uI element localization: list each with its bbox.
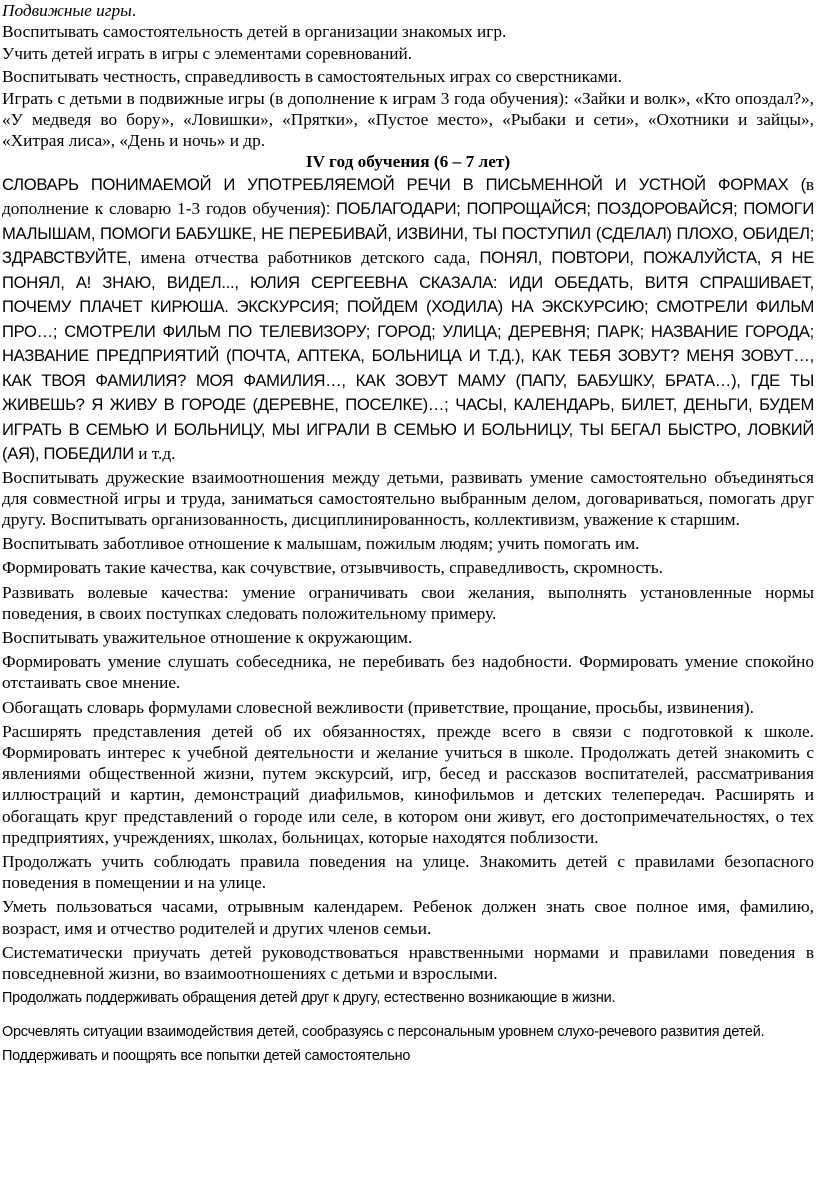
paragraph: Расширять представления детей об их обязанностях, прежде всего в связи с подготовкой к школе. Формировать интерес к учебной деятельности и желание учиться в школе. Продолжать детей знакомить с явлениями общественной жизни, путем экскурсий, игр, бесед и рассказов воспитателей, рассматривания иллюстраций и картин, демонстраций диафильмов, кинофильмов и детских телепередач. Расширять и обогащать круг представлений о городе или селе, в котором они живут, его достопримечательностях, о тех предприятиях, учреждениях, школах, больницах, которые находятся поблизости. (2, 721, 814, 847)
vocab-text: , ПОНЯЛ, ПОВТОРИ, ПОЖАЛУЙСТА, Я НЕ ПОНЯЛ, А! ЗНАЮ, ВИДЕЛ..., ЮЛИЯ СЕРГЕЕВНА СКАЗАЛА: ИДИ ОБЕДАТЬ, ВИТЯ СПРАШИВАЕТ, ПОЧЕМУ ПЛАЧЕТ КИРЮША. ЭКСКУРСИЯ; ПОЙДЕМ (ХОДИЛА) НА ЭКСКУРСИЮ; СМОТРЕЛИ ФИЛЬМ ПРО…; СМОТРЕЛИ ФИЛЬМ ПО ТЕЛЕВИЗОРУ; ГОРОД; УЛИЦА; ДЕРЕВНЯ; ПАРК; НАЗВАНИЕ ГОРОДА; НАЗВАНИЕ ПРЕДПРИЯТИЙ (ПОЧТА, АПТЕКА, БОЛЬНИЦА И Т.Д.), КАК ТЕБЯ ЗОВУТ? МЕНЯ ЗОВУТ…, КАК ТВОЯ ФАМИЛИЯ? МОЯ ФАМИЛИЯ…, КАК ЗОВУТ МАМУ (ПАПУ, БАБУШКУ, БРАТА…), ГДЕ ТЫ ЖИВЕШЬ? Я ЖИВУ В ГОРОДЕ (ДЕРЕВНЕ, ПОСЕЛКЕ)…; ЧАСЫ, КАЛЕНДАРЬ, БИЛЕТ, ДЕНЬГИ, БУДЕМ ИГРАТЬ В СЕМЬЮ И БОЛЬНИЦУ, МЫ ИГРАЛИ В СЕМЬЮ И БОЛЬНИЦУ, ТЫ БЕГАЛ БЫСТРО, ЛОВКИЙ (АЯ), ПОБЕДИЛИ (2, 248, 814, 464)
vocab-note: имена отчества работников детского сада (140, 248, 466, 268)
vocab-text: СЛОВАРЬ ПОНИМАЕМОЙ И УПОТРЕБЛЯЕМОЙ РЕЧИ В ПИСЬМЕННОЙ И УСТНОЙ ФОРМАХ ( (2, 174, 806, 194)
vocab-note: и т.д. (138, 444, 176, 464)
vocabulary-paragraph (2, 173, 814, 467)
paragraph: Орсчевлять ситуации взаимодействия детей, сообразуясь с персональным уровнем слухо-речевого развития детей. Поддерживать и поощрять все попытки детей самостоятельно (2, 1024, 765, 1065)
paragraph: Развивать волевые качества: умение ограничивать свои желания, выполнять установленные нормы поведения, в своих поступках следовать положительному примеру. (2, 582, 814, 623)
paragraph: Продолжать учить соблюдать правила поведения на улице. Знакомить детей с правилами безопасного поведения в помещении и на улице. (2, 852, 814, 893)
paragraph: Продолжать поддерживать обращения детей друг к другу, естественно возникающие в жизни. (2, 990, 616, 1007)
year-heading: IV год обучения (6 – 7 лет) (305, 152, 511, 172)
paragraph: Воспитывать заботливое отношение к малышам, пожилым людям; учить помогать им. (2, 534, 640, 554)
paragraph: Формировать умение слушать собеседника, не перебивать без надобности. Формировать умение спокойно отстаивать свое мнение. (2, 652, 814, 693)
vocab-note: в дополнение к словарю 1-3 годов обучения (2, 174, 814, 219)
paragraph: Воспитывать честность, справедливость в самостоятельных играх со сверстниками. (2, 66, 622, 86)
paragraph: Воспитывать самостоятельность детей в организации знакомых игр. (2, 22, 507, 42)
section-title-text: Подвижные игры (2, 1, 132, 20)
section-title-dot: . (131, 1, 137, 20)
vocab-text: ): ПОБЛАГОДАРИ; ПОПРОЩАЙСЯ; ПОЗДОРОВАЙСЯ; ПОМОГИ МАЛЫШАМ, ПОМОГИ БАБУШКЕ, НЕ ПЕРЕБИВАЙ, ИЗВИНИ, ТЫ ПОСТУПИЛ (СДЕЛАЛ) ПЛОХО, ОБИДЕЛ; ЗДРАВСТВУЙТЕ, (2, 199, 814, 268)
paragraph: Уметь пользоваться часами, отрывным календарем. Ребенок должен знать свое полное имя, фамилию, возраст, имя и отчество родителей и других членов семьи. (2, 897, 814, 938)
paragraph: Обогащать словарь формулами словесной вежливости (приветствие, прощание, просьбы, извинения). (2, 697, 754, 717)
paragraph: Воспитывать уважительное отношение к окружающим. (2, 628, 413, 648)
section-title (2, 0, 814, 21)
paragraph: Систематически приучать детей руководствоваться нравственными нормами и правилами поведения в повседневной жизни, во взаимоотношениях с детьми и взрослыми. (2, 942, 814, 984)
paragraph: Играть с детьми в подвижные игры (в дополнение к играм 3 года обучения): «Зайки и волк», «Кто опоздал?», «У медведя во бору», «Ловишки», «Прятки», «Пустое место», «Рыбаки и сети», «Охотники и зайцы», «Хитрая лиса», «День и ночь» и др. (2, 88, 814, 151)
paragraph: Учить детей играть в игры с элементами соревнований. (2, 44, 413, 64)
paragraph: Воспитывать дружеские взаимоотношения между детьми, развивать умение самостоятельно объединяться для совместной игры и труда, заниматься самостоятельно выбранным делом, договариваться, помогать друг другу. Воспитывать организованность, дисциплинированность, коллективизм, уважение к старшим. (2, 467, 814, 530)
paragraph: Формировать такие качества, как сочувствие, отзывчивость, справедливость, скромность. (2, 558, 664, 578)
